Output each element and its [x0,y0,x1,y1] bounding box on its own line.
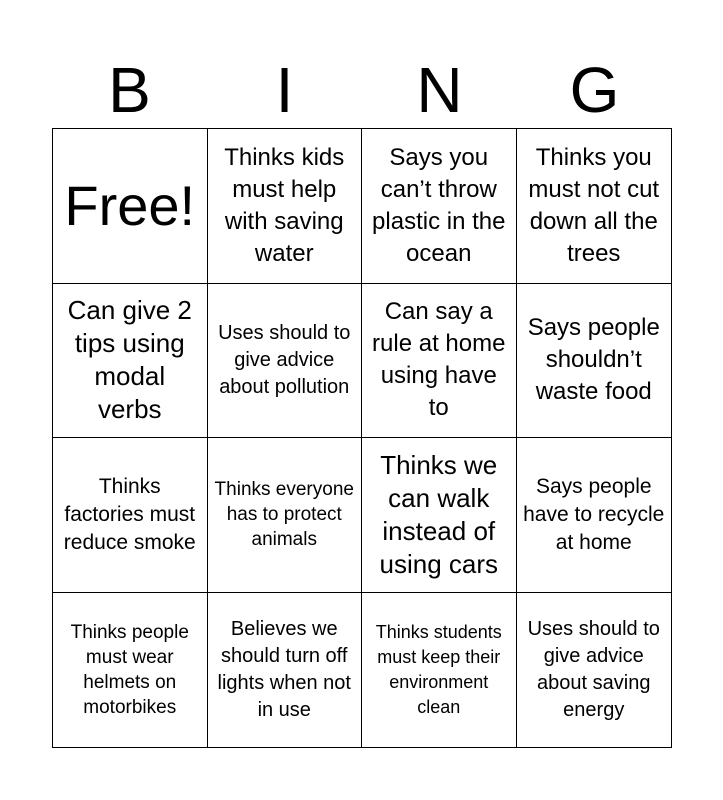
bingo-cell[interactable] [53,593,208,748]
bingo-cell[interactable] [517,438,672,593]
bingo-cell-text: Uses should to give advice about saving energy [527,617,660,721]
bingo-cell-text: Thinks we can walk instead of using cars [379,449,498,579]
bingo-cell-text: Says people have to recycle at home [523,475,665,554]
bingo-cell[interactable] [362,438,517,593]
bingo-cell[interactable] [362,129,517,284]
bingo-cell[interactable] [362,593,517,748]
bingo-title [52,52,672,128]
bingo-cell-text: Free! [64,173,196,237]
bingo-cell[interactable] [517,129,672,284]
title-letter-n: N [416,54,463,126]
bingo-cell[interactable] [517,284,672,439]
bingo-cell[interactable] [208,129,363,284]
bingo-cell[interactable] [208,438,363,593]
bingo-cell-text: Can give 2 tips using modal verbs [67,295,192,425]
bingo-cell-text: Uses should to give advice about pollution [218,321,351,398]
bingo-cell[interactable] [208,284,363,439]
bingo-cell-text: Thinks students must keep their environment clean [375,622,502,717]
bingo-cell[interactable] [53,284,208,439]
bingo-cell-text: Can say a rule at home using have to [372,298,506,422]
bingo-cell-text: Says people shouldn’t waste food [527,314,660,406]
bingo-cell-text: Thinks people must wear helmets on motorbikes [70,621,189,718]
bingo-cell[interactable] [362,284,517,439]
bingo-cell-free[interactable] [53,129,208,284]
title-letter-i: I [275,54,294,126]
title-letter-b: B [108,54,151,126]
bingo-cell[interactable] [53,438,208,593]
bingo-board [52,128,672,748]
bingo-cell[interactable] [208,593,363,748]
bingo-cell-text: Thinks factories must reduce smoke [63,475,196,554]
bingo-cell-text: Believes we should turn off lights when not in use [217,617,351,721]
bingo-cell-text: Thinks everyone has to protect animals [214,479,354,551]
bingo-cell-text: Says you can’t throw plastic in the ocean [372,143,506,267]
title-letter-g: G [569,54,620,126]
bingo-cell-text: Thinks you must not cut down all the trees [528,143,660,267]
bingo-cell[interactable] [517,593,672,748]
bingo-cell-text: Thinks kids must help with saving water [224,143,345,267]
